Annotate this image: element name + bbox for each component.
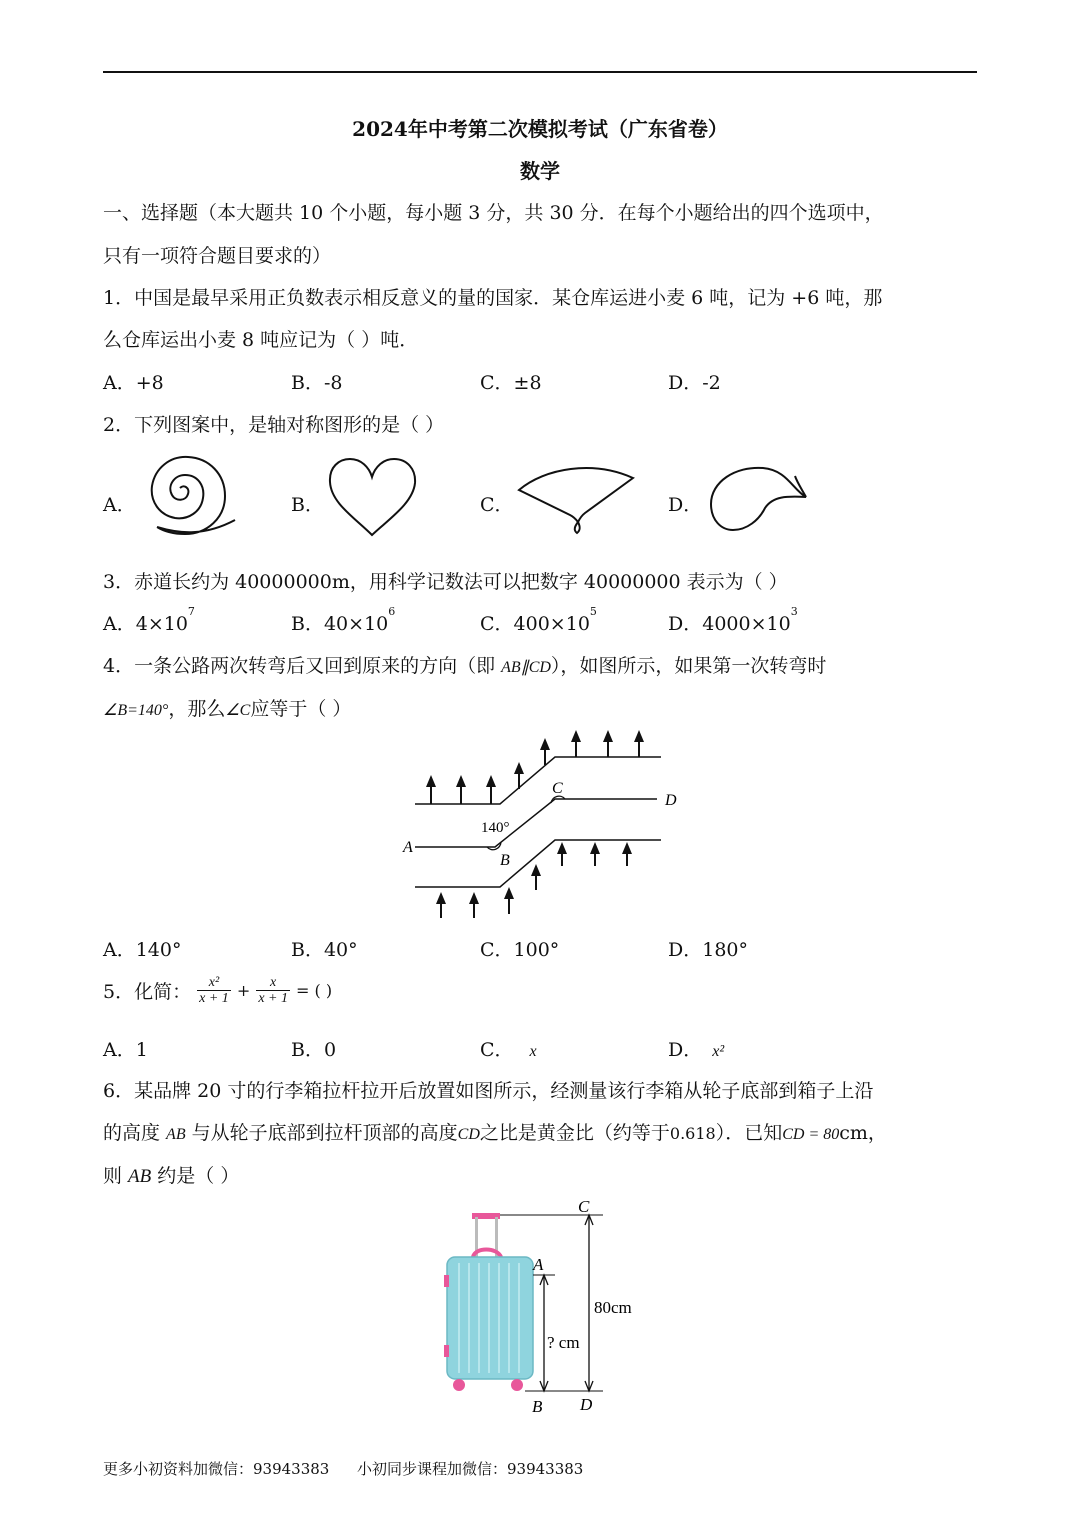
road-label-d: D (665, 792, 677, 809)
q1-stem-line1: 1．中国是最早采用正负数表示相反意义的量的国家．某仓库运进小麦 6 吨，记为 +6 吨，那 (103, 287, 883, 309)
q5-option-b: B．0 (291, 1039, 337, 1061)
q1-option-c: C．±8 (480, 372, 542, 394)
suitcase-unknown-label: ? cm (547, 1333, 580, 1352)
footer-left: 更多小初资料加微信：93943383 (103, 1460, 330, 1478)
q5-stem: 5．化简： $\frac{\text{x²}}{x + 1}$ + $\frac{x}{x + 1}$ = ( ) (103, 975, 333, 1006)
q3-option-b: B．$40\times 10^6$ (291, 605, 396, 635)
q6-stem-line2: 的高度 AB 与从轮子底部到拉杆顶部的高度CD之比是黄金比（约等于0.618）．已知CD = 80cm， (103, 1122, 887, 1144)
q4-option-b: B．40° (291, 939, 358, 961)
section-intro-line1: 一、选择题（本大题共 10 个小题，每小题 3 分，共 30 分．在每个小题给出的四个选项中， (103, 202, 884, 224)
q4-stem-line1: 4．一条公路两次转弯后又回到原来的方向（即 AB∥CD），如图所示，如果第一次转弯时 (103, 655, 827, 677)
heart-figure (325, 455, 421, 541)
q3-option-c: C．$400\times 10^5$ (480, 605, 597, 635)
q1-option-a: A．+8 (103, 372, 164, 394)
q1-option-d: D．-2 (668, 372, 721, 394)
page-title: 2024年中考第二次模拟考试（广东省卷） (352, 117, 728, 141)
q6-stem-line1: 6．某品牌 20 寸的行李箱拉杆拉开后放置如图所示，经测量该行李箱从轮子底部到箱子上沿 (103, 1080, 874, 1102)
subject-title: 数学 (520, 159, 560, 183)
q2-stem: 2．下列图案中，是轴对称图形的是（ ） (103, 414, 445, 436)
q5-fraction-2: $\frac{x}{x + 1}$ (258, 975, 288, 1006)
q4-stem-line2: ∠B=140°，那么∠C应等于（ ） (103, 698, 352, 720)
top-rule (103, 71, 977, 73)
q3-option-d: D．$4000\times 10^3$ (668, 605, 798, 635)
fan-figure (515, 458, 640, 538)
q1-option-b: B．-8 (291, 372, 343, 394)
road-label-a: A (403, 839, 413, 856)
q2-option-d-label: D． (668, 494, 703, 516)
q2-option-c-label: C． (480, 494, 514, 516)
suitcase-figure (435, 1195, 650, 1417)
suitcase-height-label: 80cm (594, 1298, 632, 1317)
q5-option-c: C． x (480, 1039, 537, 1061)
q5-fraction-1: $\frac{\text{x²}}{x + 1}$ (199, 975, 229, 1006)
footer-right: 小初同步课程加微信：93943383 (357, 1460, 584, 1478)
q1-stem-line2: 么仓库运出小麦 8 吨应记为（ ）吨． (103, 329, 419, 351)
suitcase-label-c: C (578, 1197, 590, 1216)
road-label-b: B (500, 852, 510, 869)
road-figure (395, 725, 695, 925)
suitcase-label-b: B (532, 1397, 543, 1416)
section-intro-line2: 只有一项符合题目要求的） (103, 245, 332, 267)
droplet-figure (705, 462, 815, 537)
q2-option-b-label: B． (291, 494, 324, 516)
q4-option-a: A．140° (103, 939, 182, 961)
suitcase-label-a: A (533, 1255, 544, 1274)
q3-stem: 3．赤道长约为 40000000m，用科学记数法可以把数字 40000000 表示为（ ） (103, 571, 788, 593)
q4-option-c: C．100° (480, 939, 560, 961)
suitcase-label-d: D (580, 1395, 593, 1414)
q5-option-d: D． x² (668, 1039, 725, 1061)
q3-option-a: A．$4\times 10^7$ (103, 605, 195, 635)
spiral-figure (135, 448, 245, 548)
road-angle-label: 140° (481, 820, 510, 836)
road-label-c: C (552, 780, 563, 797)
q5-option-a: A．1 (103, 1039, 148, 1061)
q2-option-a-label: A． (103, 494, 136, 516)
q6-stem-line3: 则 AB 约是（ ） (103, 1165, 240, 1187)
q4-option-d: D．180° (668, 939, 748, 961)
